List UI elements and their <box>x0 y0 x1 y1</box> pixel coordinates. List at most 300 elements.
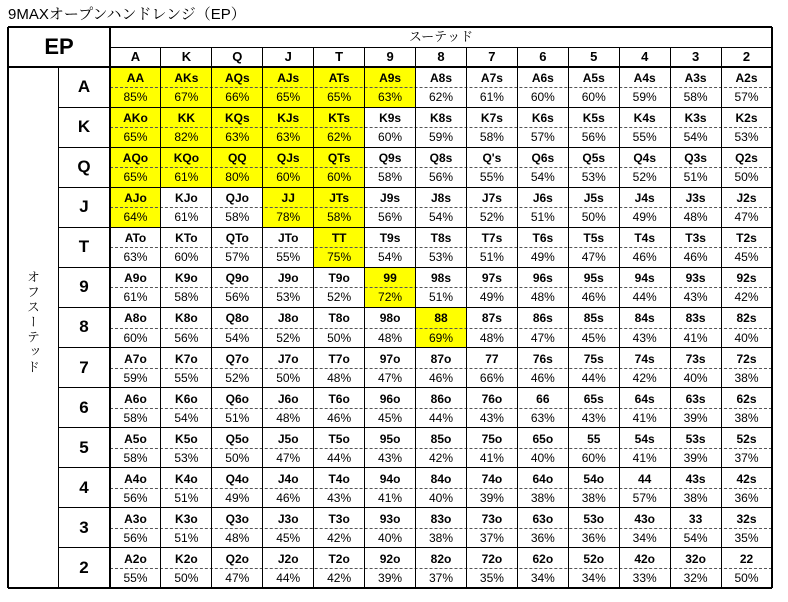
hand-percentage: 48% <box>225 530 250 545</box>
row-label: T <box>78 237 90 257</box>
hand-percentage: 59% <box>123 370 148 385</box>
hand-label: 42o <box>634 551 656 566</box>
hand-label: K7o <box>175 351 198 366</box>
column-label: J <box>284 49 292 64</box>
hand-label: 54o <box>583 471 605 486</box>
hand-percentage: 51% <box>225 410 250 425</box>
hand-label: 83o <box>430 511 452 526</box>
hand-label: A3o <box>124 511 147 526</box>
hand-label: T8o <box>328 311 350 326</box>
hand-label: K8s <box>429 111 452 126</box>
hand-label: J4o <box>277 471 299 486</box>
hand-percentage: 56% <box>225 290 250 305</box>
hand-percentage: 65% <box>123 130 148 145</box>
hand-label: T3s <box>685 231 706 246</box>
hand-percentage: 58% <box>378 170 403 185</box>
hand-label: T8s <box>430 231 452 246</box>
hand-percentage: 43% <box>632 330 657 345</box>
hand-label: 32o <box>685 551 706 566</box>
hand-percentage: 60% <box>123 330 148 345</box>
column-label: 5 <box>590 49 598 64</box>
hand-label: 84s <box>634 311 655 326</box>
hand-label: Q9s <box>378 151 402 166</box>
hand-label: T2o <box>328 551 350 566</box>
hand-label: 87o <box>430 351 452 366</box>
hand-label: K9o <box>175 271 198 286</box>
hand-percentage: 41% <box>632 410 657 425</box>
hand-label: JJ <box>281 191 295 206</box>
hand-label: AQs <box>224 71 250 85</box>
hand-percentage: 58% <box>123 410 148 425</box>
hand-percentage: 46% <box>276 490 301 505</box>
hand-percentage: 45% <box>581 330 606 345</box>
hand-percentage: 47% <box>276 450 301 465</box>
hand-percentage: 62% <box>428 90 453 105</box>
column-label: A <box>130 49 141 64</box>
hand-percentage: 43% <box>479 410 504 425</box>
hand-label: A8s <box>429 71 452 85</box>
row-label: A <box>77 77 91 96</box>
hand-percentage: 53% <box>734 130 759 145</box>
grid-line-h <box>58 427 772 428</box>
hand-percentage: 42% <box>632 370 657 385</box>
hand-percentage: 45% <box>734 250 759 265</box>
hand-label: 99 <box>383 271 397 286</box>
hand-label: 75s <box>583 351 604 366</box>
hand-label: 72s <box>736 351 757 366</box>
hand-percentage: 33% <box>632 570 657 585</box>
hand-label: Q3s <box>684 151 707 166</box>
hand-label: 63o <box>532 511 554 526</box>
hand-percentage: 54% <box>683 130 708 145</box>
hand-label: Q8s <box>429 151 453 166</box>
hand-percentage: 47% <box>530 330 555 345</box>
row-divider-dashed <box>110 568 772 569</box>
hand-label: 44 <box>638 471 652 486</box>
hand-percentage: 38% <box>734 410 759 425</box>
hand-percentage: 78% <box>276 210 301 225</box>
hand-label: 82o <box>430 551 452 566</box>
hand-label: A7s <box>480 71 503 85</box>
hand-label: K2s <box>735 111 758 126</box>
hand-percentage: 56% <box>123 490 148 505</box>
hand-percentage: 42% <box>327 570 352 585</box>
hand-percentage: 51% <box>530 210 555 225</box>
hand-percentage: 60% <box>581 450 606 465</box>
hand-percentage: 50% <box>276 370 301 385</box>
hand-label: 94o <box>379 471 401 486</box>
column-label: K <box>181 49 192 64</box>
column-label: T <box>335 49 344 64</box>
hand-percentage: 54% <box>378 250 403 265</box>
hand-label: K2o <box>175 551 198 566</box>
hand-label: T6o <box>328 391 350 406</box>
hand-label: 72o <box>481 551 503 566</box>
row-divider-dashed <box>110 368 772 369</box>
hand-percentage: 63% <box>530 410 555 425</box>
hand-percentage: 82% <box>174 130 199 145</box>
hand-label: K5o <box>175 431 198 446</box>
hand-label: T4o <box>328 471 350 486</box>
hand-percentage: 48% <box>378 330 403 345</box>
hand-percentage: 52% <box>632 170 657 185</box>
hand-percentage: 63% <box>378 90 403 105</box>
row-label: Q <box>77 157 91 177</box>
hand-label: 92s <box>736 271 757 286</box>
hand-percentage: 55% <box>479 170 504 185</box>
hand-percentage: 51% <box>174 530 199 545</box>
hand-percentage: 44% <box>327 450 352 465</box>
hand-label: T2s <box>736 231 757 246</box>
column-label: 8 <box>437 49 445 64</box>
hand-percentage: 43% <box>327 490 352 505</box>
hand-percentage: 42% <box>734 290 759 305</box>
hand-percentage: 48% <box>530 290 555 305</box>
hand-percentage: 54% <box>530 170 555 185</box>
hand-label: 85o <box>430 431 452 446</box>
grid-line-h <box>58 467 772 468</box>
hand-label: Q's <box>482 151 502 166</box>
row-label: 8 <box>79 317 89 337</box>
row-label: 9 <box>79 277 89 297</box>
hand-percentage: 46% <box>428 370 453 385</box>
hand-label: QQ <box>227 151 247 166</box>
hand-label: AKo <box>123 111 148 126</box>
hand-percentage: 41% <box>378 490 403 505</box>
grid-line-h <box>58 307 772 308</box>
row-divider-dashed <box>110 127 772 128</box>
hand-percentage: 52% <box>276 330 301 345</box>
hand-percentage: 48% <box>683 210 708 225</box>
hand-percentage: 46% <box>327 410 352 425</box>
hand-percentage: 38% <box>683 490 708 505</box>
grid-line-h <box>58 507 772 508</box>
hand-percentage: 57% <box>225 250 250 265</box>
hand-percentage: 69% <box>428 330 453 345</box>
hand-label: QJs <box>276 151 300 166</box>
hand-label: Q6o <box>225 391 249 406</box>
hand-label: T9o <box>328 271 350 286</box>
hand-label: A5s <box>582 71 605 85</box>
hand-percentage: 57% <box>530 130 555 145</box>
hand-label: 96o <box>379 391 401 406</box>
hand-label: A4s <box>633 71 656 85</box>
hand-label: KTs <box>328 111 351 126</box>
hand-percentage: 47% <box>581 250 606 265</box>
hand-percentage: 61% <box>174 210 199 225</box>
hand-percentage: 38% <box>530 490 555 505</box>
hand-percentage: 44% <box>581 370 606 385</box>
hand-label: 53s <box>685 431 706 446</box>
hand-percentage: 47% <box>225 570 250 585</box>
hand-label: T4s <box>634 231 656 246</box>
hand-label: ATs <box>328 71 350 85</box>
hand-percentage: 48% <box>479 330 504 345</box>
hand-label: 96s <box>532 271 553 286</box>
hand-label: Q5s <box>582 151 606 166</box>
hand-label: K9s <box>379 111 402 126</box>
hand-percentage: 45% <box>378 410 403 425</box>
hand-label: 54s <box>634 431 655 446</box>
hand-label: 95o <box>379 431 401 446</box>
hand-label: A9s <box>379 71 402 85</box>
row-divider-dashed <box>110 87 772 88</box>
hand-label: J2o <box>277 551 299 566</box>
hand-label: KQs <box>224 111 250 126</box>
hand-percentage: 51% <box>428 290 453 305</box>
hand-percentage: 75% <box>327 250 352 265</box>
hand-percentage: 60% <box>530 90 555 105</box>
hand-percentage: 50% <box>174 570 199 585</box>
hand-percentage: 40% <box>530 450 555 465</box>
hand-label: 76o <box>481 391 503 406</box>
hand-percentage: 32% <box>683 570 708 585</box>
hand-label: 32s <box>736 511 757 526</box>
hand-percentage: 55% <box>123 570 148 585</box>
hand-percentage: 56% <box>174 330 199 345</box>
hand-percentage: 50% <box>327 330 352 345</box>
row-divider-dashed <box>110 207 772 208</box>
hand-label: T5s <box>583 231 605 246</box>
hand-percentage: 55% <box>632 130 657 145</box>
hand-percentage: 35% <box>734 530 759 545</box>
hand-label: J5o <box>277 431 299 446</box>
hand-percentage: 53% <box>581 170 606 185</box>
hand-percentage: 34% <box>581 570 606 585</box>
hand-percentage: 60% <box>327 170 352 185</box>
hand-percentage: 53% <box>276 290 301 305</box>
grid-line-h <box>110 47 772 48</box>
hand-percentage: 56% <box>581 130 606 145</box>
hand-percentage: 39% <box>378 570 403 585</box>
hand-percentage: 34% <box>530 570 555 585</box>
hand-percentage: 46% <box>530 370 555 385</box>
column-label: 6 <box>539 49 547 64</box>
hand-percentage: 61% <box>123 290 148 305</box>
hand-label: J8s <box>430 191 451 206</box>
hand-label: 98s <box>430 271 451 286</box>
hand-label: A7o <box>124 351 147 366</box>
hand-label: A6s <box>531 71 554 85</box>
hand-label: AJo <box>124 191 147 206</box>
grid-line-h <box>58 547 772 548</box>
grid-line-h <box>58 227 772 228</box>
hand-label: 43s <box>685 471 706 486</box>
hand-label: J6o <box>277 391 299 406</box>
column-label: 4 <box>641 49 649 64</box>
hand-percentage: 40% <box>683 370 708 385</box>
row-label: 2 <box>79 557 89 577</box>
hand-label: AA <box>126 71 145 85</box>
row-divider-dashed <box>110 528 772 529</box>
hand-label: AKs <box>174 71 199 85</box>
hand-label: 97o <box>379 351 401 366</box>
hand-percentage: 44% <box>276 570 301 585</box>
hand-label: 64s <box>634 391 655 406</box>
hand-label: J7s <box>481 191 502 206</box>
row-label: 7 <box>79 357 89 377</box>
hand-percentage: 60% <box>276 170 301 185</box>
grid-line-h <box>58 107 772 108</box>
hand-label: Q7o <box>225 351 249 366</box>
hand-label: A3s <box>684 71 707 85</box>
hand-label: KTo <box>175 231 198 246</box>
hand-label: K4o <box>175 471 198 486</box>
row-label: 6 <box>79 397 89 417</box>
hand-label: K6o <box>175 391 198 406</box>
hand-label: QTs <box>327 151 351 166</box>
hand-percentage: 41% <box>479 450 504 465</box>
hand-label: 87s <box>481 311 502 326</box>
hand-percentage: 36% <box>530 530 555 545</box>
hand-label: KQo <box>173 151 200 166</box>
hand-percentage: 60% <box>581 90 606 105</box>
hand-label: A9o <box>124 271 147 286</box>
hand-percentage: 55% <box>174 370 199 385</box>
hand-label: Q9o <box>225 271 249 286</box>
row-divider-dashed <box>110 328 772 329</box>
hand-label: 94s <box>634 271 655 286</box>
hand-percentage: 50% <box>734 170 759 185</box>
hand-percentage: 56% <box>428 170 453 185</box>
hand-percentage: 61% <box>479 90 504 105</box>
hand-percentage: 49% <box>632 210 657 225</box>
row-divider-dashed <box>110 448 772 449</box>
hand-label: Q4o <box>225 471 249 486</box>
hand-label: T6s <box>532 231 554 246</box>
hand-label: 42s <box>736 471 757 486</box>
hand-label: J8o <box>277 311 299 326</box>
hand-label: K8o <box>175 311 198 326</box>
hand-percentage: 43% <box>581 410 606 425</box>
hand-percentage: 50% <box>225 450 250 465</box>
hand-label: K4s <box>633 111 656 126</box>
offsuit-label: オフスーテッド <box>25 270 40 375</box>
hand-percentage: 54% <box>428 210 453 225</box>
hand-label: 83s <box>685 311 706 326</box>
hand-label: 22 <box>739 551 754 566</box>
hand-percentage: 35% <box>479 570 504 585</box>
hand-percentage: 37% <box>428 570 453 585</box>
hand-label: J6s <box>532 191 553 206</box>
hand-percentage: 46% <box>683 250 708 265</box>
hand-percentage: 58% <box>225 210 250 225</box>
hand-percentage: 63% <box>276 130 301 145</box>
hand-percentage: 52% <box>479 210 504 225</box>
hand-percentage: 58% <box>327 210 352 225</box>
hand-label: QJo <box>225 191 249 206</box>
row-divider-dashed <box>110 247 772 248</box>
row-label: 3 <box>79 517 89 537</box>
hand-label: A2s <box>735 71 758 85</box>
hand-percentage: 37% <box>479 530 504 545</box>
hand-percentage: 36% <box>581 530 606 545</box>
hand-label: 65s <box>583 391 604 406</box>
hand-label: KJo <box>175 191 198 206</box>
hand-label: 76s <box>532 351 553 366</box>
hand-label: 98o <box>379 311 401 326</box>
row-label: 4 <box>79 477 89 497</box>
hand-percentage: 65% <box>276 90 301 105</box>
hand-percentage: 41% <box>683 330 708 345</box>
row-label: K <box>77 117 91 137</box>
row-label: 5 <box>79 437 89 457</box>
column-label: 9 <box>386 49 394 64</box>
hand-percentage: 54% <box>225 330 250 345</box>
hand-percentage: 66% <box>479 370 504 385</box>
grid-line-v <box>58 67 59 588</box>
hand-percentage: 85% <box>123 90 148 105</box>
hand-percentage: 56% <box>378 210 403 225</box>
hand-percentage: 40% <box>428 490 453 505</box>
hand-percentage: 39% <box>479 490 504 505</box>
hand-percentage: 37% <box>734 450 759 465</box>
hand-percentage: 40% <box>378 530 403 545</box>
hand-label: AJs <box>277 71 300 85</box>
hand-label: 74o <box>481 471 503 486</box>
hand-label: 64o <box>532 471 554 486</box>
hand-label: 33 <box>688 511 703 526</box>
hand-label: 75o <box>481 431 503 446</box>
hand-percentage: 49% <box>225 490 250 505</box>
hand-label: 92o <box>379 551 401 566</box>
hand-percentage: 54% <box>174 410 199 425</box>
hand-label: Q6s <box>531 151 555 166</box>
hand-percentage: 59% <box>428 130 453 145</box>
hand-label: 73s <box>685 351 706 366</box>
row-divider-dashed <box>110 408 772 409</box>
hand-label: A2o <box>124 551 147 566</box>
hand-label: Q3o <box>225 511 249 526</box>
hand-label: 52s <box>736 431 757 446</box>
hand-label: 88 <box>434 311 448 326</box>
hand-label: K3s <box>684 111 707 126</box>
hand-percentage: 49% <box>530 250 555 265</box>
hand-label: 73o <box>481 511 503 526</box>
hand-label: 77 <box>485 351 499 366</box>
hand-percentage: 53% <box>174 450 199 465</box>
hand-percentage: 45% <box>276 530 301 545</box>
hand-percentage: 63% <box>123 250 148 265</box>
grid-line-v <box>7 27 9 588</box>
hand-label: K5s <box>582 111 605 126</box>
hand-percentage: 50% <box>581 210 606 225</box>
page-title: 9MAXオープンハンドレンジ（EP） <box>8 6 246 23</box>
hand-percentage: 51% <box>683 170 708 185</box>
hand-label: 52o <box>583 551 605 566</box>
column-label: Q <box>232 49 243 64</box>
hand-label: J4s <box>634 191 655 206</box>
suited-header: スーテッド <box>408 29 474 44</box>
grid-line-h <box>58 347 772 348</box>
grid-line-h <box>58 387 772 388</box>
hand-percentage: 62% <box>327 130 352 145</box>
hand-percentage: 65% <box>327 90 352 105</box>
hand-label: 86s <box>532 311 553 326</box>
hand-label: T9s <box>379 231 401 246</box>
row-divider-dashed <box>110 488 772 489</box>
grid-line-h <box>58 187 772 188</box>
hand-percentage: 49% <box>479 290 504 305</box>
hand-percentage: 34% <box>632 530 657 545</box>
hand-label: 95s <box>583 271 604 286</box>
column-label: 7 <box>488 49 496 64</box>
hand-label: J9o <box>277 271 299 286</box>
hand-percentage: 38% <box>581 490 606 505</box>
hand-percentage: 61% <box>174 170 199 185</box>
column-label: 2 <box>742 49 751 64</box>
hand-percentage: 46% <box>581 290 606 305</box>
